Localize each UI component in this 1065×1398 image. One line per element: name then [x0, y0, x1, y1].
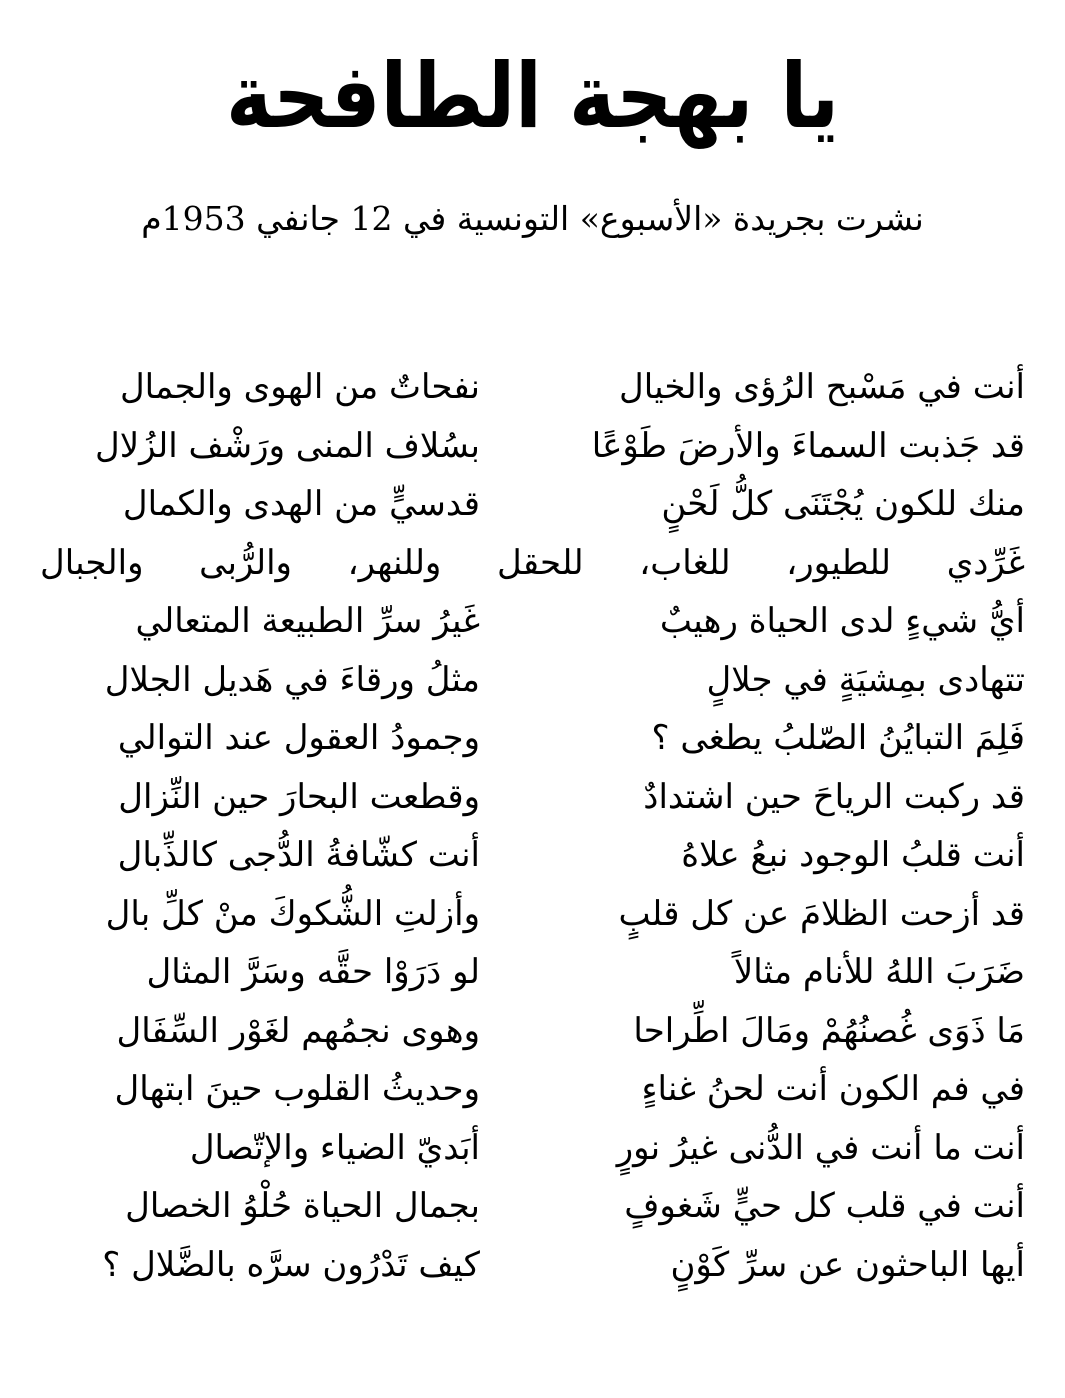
verse — [40, 1060, 1025, 1119]
verse-first-hemistich: فَلِمَ التبايُنُ الصّلبُ يطغى ؟ — [651, 718, 1025, 759]
verse-first-hemistich: أنت قلبُ الوجود نبعُ علاهُ — [681, 835, 1025, 876]
verse — [40, 768, 1025, 827]
verse-first-hemistich: قد جَذبت السماءَ والأرضَ طَوْعًا — [591, 425, 1025, 466]
verse — [40, 592, 1025, 651]
verse-second-hemistich: أبَديّ الضياء والإتّصال — [189, 1127, 480, 1168]
verse — [40, 943, 1025, 1002]
verse-second-hemistich: وهوى نجمُهم لغَوْر السِّفَال — [116, 1010, 480, 1051]
verse-first-hemistich: تتهادى بمِشيَةٍ في جلالٍ — [706, 659, 1025, 700]
verse — [40, 1177, 1025, 1236]
verse-second-hemistich: لو دَرَوْا حقَّه وسَرَّ المثال — [146, 952, 480, 993]
verse-second-hemistich: مثلُ ورقاءَ في هَديل الجلال — [104, 659, 480, 700]
verse — [40, 651, 1025, 710]
verse — [40, 358, 1025, 417]
verse — [40, 885, 1025, 944]
verse-full-line — [40, 534, 1025, 593]
poem-verses — [40, 358, 1025, 1294]
verse-first-hemistich: أيها الباحثون عن سرِّ كَوْنٍ — [670, 1244, 1025, 1285]
verse-first-hemistich: قد ركبت الرياحَ حين اشتدادٌ — [643, 776, 1025, 817]
verse-second-hemistich: وحديثُ القلوب حينَ ابتهال — [114, 1069, 480, 1110]
verse-first-hemistich: أنت ما أنت في الدُّنى غيرُ نورٍ — [616, 1127, 1025, 1168]
verse — [40, 475, 1025, 534]
verse-second-hemistich: وقطعت البحارَ حين النِّزال — [118, 776, 480, 817]
verse-first-hemistich: أيُّ شيءٍ لدى الحياة رهيبٌ — [659, 601, 1025, 642]
verse-first-hemistich: أنت في قلب كل حيٍّ شَغوفٍ — [624, 1186, 1025, 1227]
verse-second-hemistich: بجمال الحياة حُلْوُ الخصال — [125, 1186, 480, 1227]
verse — [40, 1119, 1025, 1178]
verse-first-hemistich: منك للكون يُجْتَنَى كلُّ لَحْنٍ — [661, 484, 1025, 525]
verse-second-hemistich: وأزلتِ الشُّكوكَ منْ كلِّ بال — [105, 893, 480, 934]
verse — [40, 1002, 1025, 1061]
verse-first-hemistich: ضَرَبَ اللهُ للأنام مثالاً — [733, 952, 1025, 993]
publication-note: نشرت بجريدة «الأسبوع» التونسية في 12 جانفي 1953م — [141, 199, 924, 238]
verse-second-hemistich: نفحاتٌ من الهوى والجمال — [119, 367, 480, 408]
verse — [40, 826, 1025, 885]
verse-second-hemistich: قدسيٍّ من الهدى والكمال — [122, 484, 480, 525]
verse-second-hemistich: وجمودُ العقول عند التوالي — [117, 718, 480, 759]
verse-single-line: غَرِّدي للطيور، للغاب، للحقل وللنهر، والرُّبى والجبال — [40, 542, 1025, 583]
verse — [40, 417, 1025, 476]
verse-first-hemistich: أنت في مَسْبح الرُؤى والخيال — [619, 367, 1025, 408]
verse-second-hemistich: أنت كشّافةُ الدُّجى كالذِّبال — [117, 835, 480, 876]
verse-first-hemistich: مَا ذَوَى غُصنُهُمْ ومَالَ اطِّراحا — [633, 1010, 1025, 1051]
verse-second-hemistich: غَيرُ سرِّ الطبيعة المتعالي — [135, 601, 480, 642]
page-title: يا بهجة الطافحة — [225, 45, 840, 149]
verse-second-hemistich: كيف تَدْرُون سرَّه بالضَّلال ؟ — [102, 1244, 480, 1285]
verse-first-hemistich: قد أزحت الظلامَ عن كل قلبٍ — [618, 893, 1025, 934]
verse — [40, 1236, 1025, 1295]
verse-first-hemistich: في فم الكون أنت لحنُ غناءٍ — [641, 1069, 1025, 1110]
verse-second-hemistich: بسُلاف المنى ورَشْف الزُلال — [95, 425, 480, 466]
verse — [40, 709, 1025, 768]
